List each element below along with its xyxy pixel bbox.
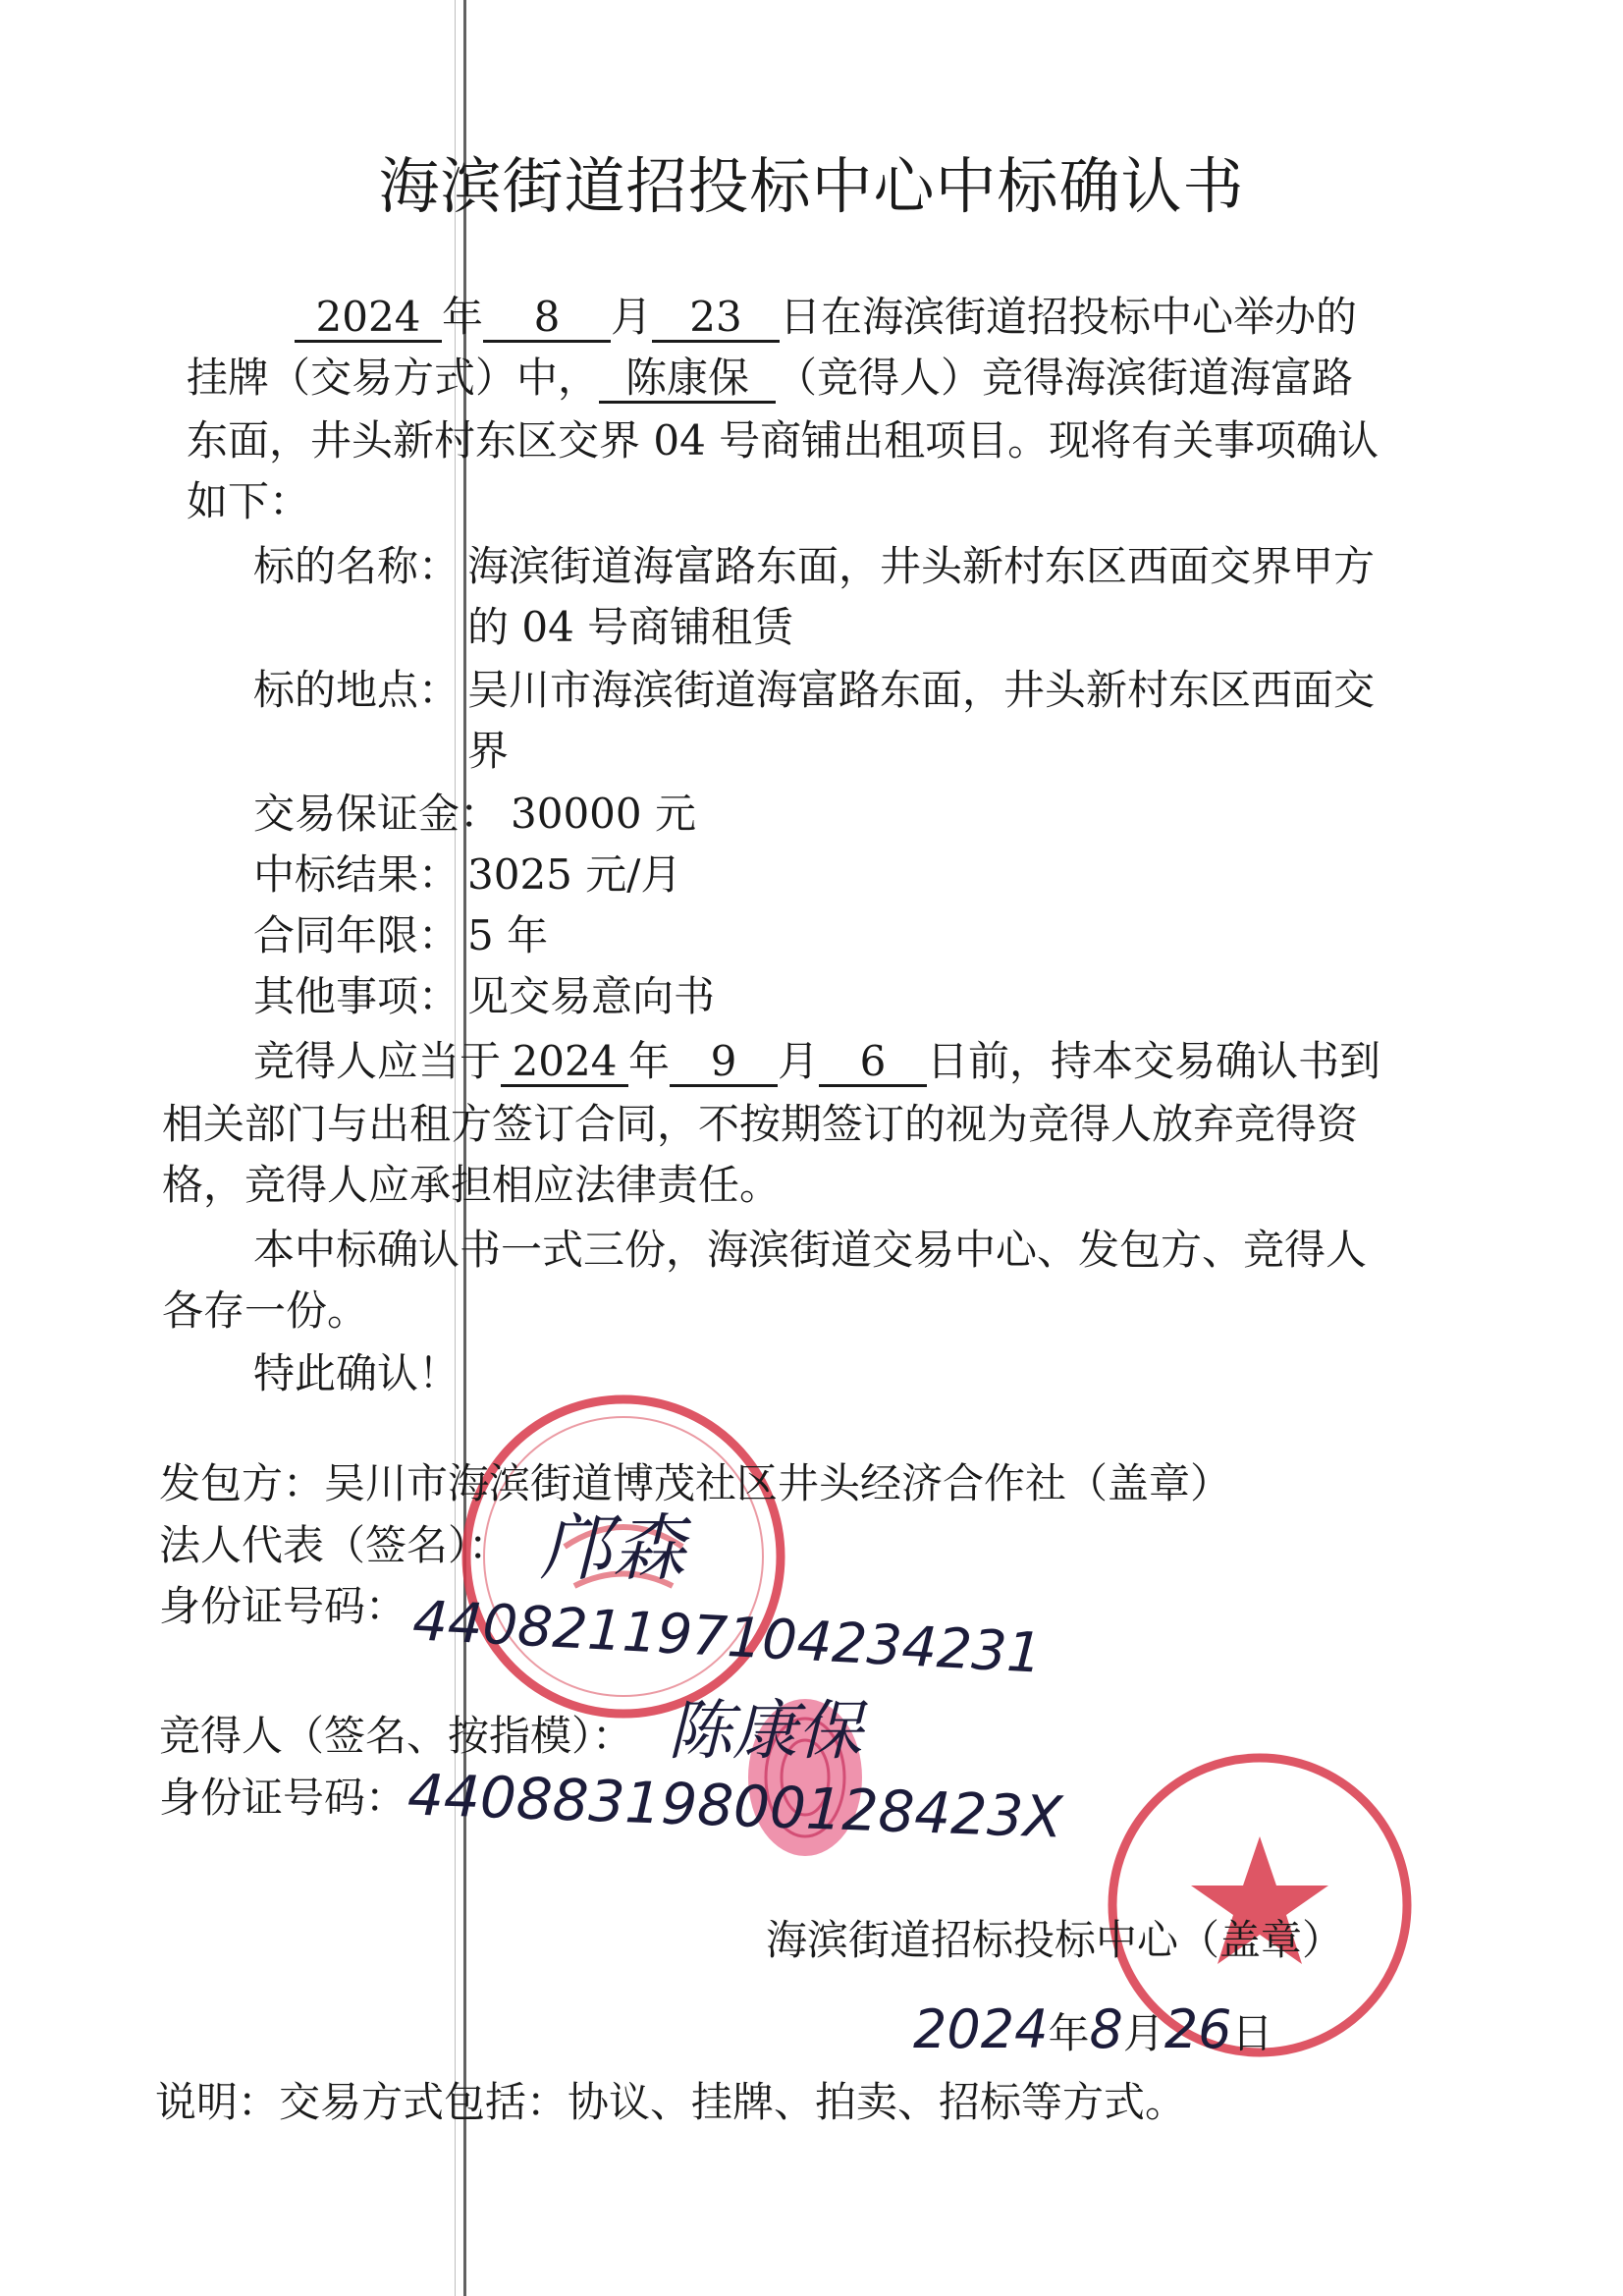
intro-month: 8 bbox=[483, 297, 611, 343]
center-date-day: 26 bbox=[1163, 1998, 1232, 2060]
field-result-value: 3025 元/月 bbox=[467, 850, 682, 899]
intro-line-3: 东面，井头新村东区交界 04 号商铺出租项目。现将有关事项确认 bbox=[187, 416, 1380, 465]
legal-rep-label: 法人代表（签名）： bbox=[159, 1521, 511, 1569]
intro-winner: 陈康保 bbox=[599, 357, 776, 404]
id-label-2: 身份证号码： bbox=[159, 1774, 407, 1822]
copies-line-1: 本中标确认书一式三份，海滨街道交易中心、发包方、竞得人 bbox=[253, 1226, 1368, 1274]
winner-label: 竞得人（签名、按指模）： bbox=[159, 1712, 634, 1760]
intro-line-1: 2024 年 8 月 23 日在海滨街道招投标中心举办的 bbox=[295, 297, 1357, 343]
deadline-line-1: 竞得人应当于 2024 年 9 月 6 日前，持本交易确认书到 bbox=[253, 1037, 1381, 1085]
field-name-value-2: 的 04 号商铺租赁 bbox=[467, 603, 794, 651]
winner-signature: 陈康保 bbox=[668, 1693, 862, 1769]
field-deposit-label: 交易保证金： bbox=[253, 790, 502, 838]
field-name-label: 标的名称： bbox=[253, 542, 460, 590]
intro-day: 23 bbox=[652, 297, 780, 343]
intro-year: 2024 bbox=[295, 297, 442, 343]
scan-fold-line bbox=[463, 0, 466, 2296]
field-location-value-1: 吴川市海滨街道海富路东面，井头新村东区西面交 bbox=[467, 666, 1376, 714]
id-value-2: 44088319800128423X bbox=[406, 1761, 1064, 1851]
copies-line-2: 各存一份。 bbox=[162, 1286, 369, 1335]
field-other-label: 其他事项： bbox=[253, 972, 460, 1020]
intro-line-2: 挂牌（交易方式）中， 陈康保 （竞得人）竞得海滨街道海富路 bbox=[187, 354, 1354, 402]
intro-line-4: 如下： bbox=[187, 477, 311, 525]
scan-fold-shadow bbox=[455, 0, 456, 2296]
id-value-1: 440821197104234231 bbox=[410, 1589, 1044, 1686]
confirm-text: 特此确认！ bbox=[253, 1349, 460, 1397]
deadline-line-2: 相关部门与出租方签订合同，不按期签订的视为竞得人放弃竞得资 bbox=[162, 1100, 1359, 1148]
field-name-value-1: 海滨街道海富路东面，井头新村东区西面交界甲方 bbox=[467, 542, 1376, 590]
field-result-label: 中标结果： bbox=[253, 850, 460, 899]
deadline-day: 6 bbox=[819, 1041, 927, 1087]
field-deposit-value: 30000 元 bbox=[511, 790, 696, 838]
field-term-value: 5 年 bbox=[467, 911, 549, 959]
center-date-month: 8 bbox=[1089, 1998, 1123, 2060]
center-date: 2024年8月26日 bbox=[913, 1998, 1273, 2060]
deadline-line-3: 格，竞得人应承担相应法律责任。 bbox=[162, 1161, 782, 1209]
legal-rep-signature: 邝森 bbox=[540, 1506, 685, 1591]
document-title: 海滨街道招投标中心中标确认书 bbox=[378, 150, 1245, 222]
field-term-label: 合同年限： bbox=[253, 911, 460, 959]
field-location-value-2: 界 bbox=[467, 727, 510, 775]
note-text: 说明：交易方式包括：协议、挂牌、拍卖、招标等方式。 bbox=[155, 2078, 1187, 2126]
deadline-month: 9 bbox=[670, 1041, 778, 1087]
center-date-year: 2024 bbox=[913, 1998, 1049, 2060]
issuer-label: 发包方：吴川市海滨街道博茂社区井头经济合作社（盖章） bbox=[159, 1459, 1232, 1507]
id-label-1: 身份证号码： bbox=[159, 1582, 407, 1630]
field-other-value: 见交易意向书 bbox=[467, 972, 716, 1020]
deadline-year: 2024 bbox=[501, 1041, 628, 1087]
center-name: 海滨街道招标投标中心（盖章） bbox=[766, 1916, 1344, 1964]
field-location-label: 标的地点： bbox=[253, 666, 460, 714]
